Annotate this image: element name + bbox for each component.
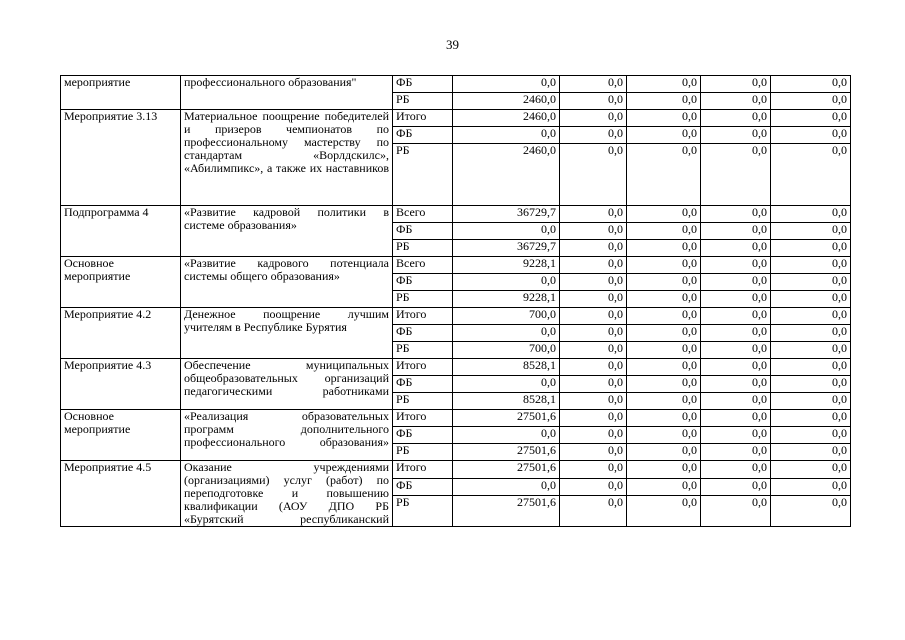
amount-cell: 0,0 bbox=[560, 93, 627, 110]
budget-table bbox=[60, 75, 851, 527]
program-item-name: Мероприятие 3.13 bbox=[61, 110, 181, 206]
amount-cell: 0,0 bbox=[771, 444, 851, 461]
amount-cell: 0,0 bbox=[627, 342, 701, 359]
amount-cell: 0,0 bbox=[560, 427, 627, 444]
table-row bbox=[61, 110, 851, 127]
amount-cell: 0,0 bbox=[771, 478, 851, 496]
table-row bbox=[61, 359, 851, 376]
amount-cell: 0,0 bbox=[627, 240, 701, 257]
table-row bbox=[61, 410, 851, 427]
program-item-description: Оказание учреждениями (организациями) услуг (работ) по переподготовке и повышению квалификации (АОУ ДПО РБ «Бурятский республиканский bbox=[181, 461, 393, 527]
amount-cell: 0,0 bbox=[771, 410, 851, 427]
amount-cell: 0,0 bbox=[627, 127, 701, 144]
amount-cell: 0,0 bbox=[701, 393, 771, 410]
amount-cell: 9228,1 bbox=[453, 291, 560, 308]
amount-cell: 0,0 bbox=[560, 308, 627, 325]
funding-source: ФБ bbox=[393, 127, 453, 144]
funding-source: РБ bbox=[393, 342, 453, 359]
amount-cell: 0,0 bbox=[453, 76, 560, 93]
table-row bbox=[61, 461, 851, 479]
amount-cell: 27501,6 bbox=[453, 461, 560, 479]
amount-cell: 0,0 bbox=[560, 274, 627, 291]
amount-cell: 0,0 bbox=[701, 478, 771, 496]
amount-cell: 0,0 bbox=[560, 127, 627, 144]
amount-cell: 0,0 bbox=[560, 76, 627, 93]
amount-cell: 2460,0 bbox=[453, 144, 560, 206]
amount-cell: 27501,6 bbox=[453, 410, 560, 427]
amount-cell: 0,0 bbox=[560, 206, 627, 223]
funding-source: Итого bbox=[393, 410, 453, 427]
amount-cell: 0,0 bbox=[701, 274, 771, 291]
amount-cell: 0,0 bbox=[771, 127, 851, 144]
amount-cell: 0,0 bbox=[560, 444, 627, 461]
amount-cell: 0,0 bbox=[771, 291, 851, 308]
program-item-name: Подпрограмма 4 bbox=[61, 206, 181, 257]
amount-cell: 2460,0 bbox=[453, 93, 560, 110]
funding-source: Всего bbox=[393, 206, 453, 223]
amount-cell: 0,0 bbox=[771, 359, 851, 376]
program-item-description: «Реализация образовательных программ дополнительного профессионального образования» bbox=[181, 410, 393, 461]
funding-source: ФБ bbox=[393, 76, 453, 93]
amount-cell: 0,0 bbox=[771, 257, 851, 274]
amount-cell: 0,0 bbox=[560, 223, 627, 240]
table-row bbox=[61, 76, 851, 93]
amount-cell: 0,0 bbox=[701, 110, 771, 127]
table-row bbox=[61, 206, 851, 223]
funding-source: РБ bbox=[393, 93, 453, 110]
amount-cell: 0,0 bbox=[560, 240, 627, 257]
amount-cell: 0,0 bbox=[701, 427, 771, 444]
amount-cell: 0,0 bbox=[560, 291, 627, 308]
funding-source: РБ bbox=[393, 144, 453, 206]
amount-cell: 0,0 bbox=[627, 274, 701, 291]
amount-cell: 0,0 bbox=[771, 223, 851, 240]
amount-cell: 0,0 bbox=[627, 444, 701, 461]
amount-cell: 0,0 bbox=[627, 93, 701, 110]
funding-source: ФБ bbox=[393, 325, 453, 342]
amount-cell: 0,0 bbox=[453, 478, 560, 496]
amount-cell: 0,0 bbox=[771, 461, 851, 479]
amount-cell: 700,0 bbox=[453, 342, 560, 359]
amount-cell: 0,0 bbox=[560, 410, 627, 427]
amount-cell: 2460,0 bbox=[453, 110, 560, 127]
amount-cell: 0,0 bbox=[627, 325, 701, 342]
amount-cell: 0,0 bbox=[701, 359, 771, 376]
amount-cell: 0,0 bbox=[701, 206, 771, 223]
amount-cell: 0,0 bbox=[771, 76, 851, 93]
amount-cell: 0,0 bbox=[627, 308, 701, 325]
amount-cell: 0,0 bbox=[771, 308, 851, 325]
amount-cell: 0,0 bbox=[701, 144, 771, 206]
amount-cell: 0,0 bbox=[701, 308, 771, 325]
amount-cell: 36729,7 bbox=[453, 240, 560, 257]
funding-source: ФБ bbox=[393, 427, 453, 444]
amount-cell: 0,0 bbox=[560, 393, 627, 410]
amount-cell: 0,0 bbox=[627, 359, 701, 376]
amount-cell: 0,0 bbox=[560, 325, 627, 342]
program-item-description: «Развитие кадрового потенциала системы общего образования» bbox=[181, 257, 393, 308]
program-item-description: Денежное поощрение лучшим учителям в Республике Бурятия bbox=[181, 308, 393, 359]
amount-cell: 0,0 bbox=[701, 461, 771, 479]
amount-cell: 0,0 bbox=[627, 144, 701, 206]
amount-cell: 0,0 bbox=[701, 223, 771, 240]
amount-cell: 0,0 bbox=[771, 393, 851, 410]
amount-cell: 0,0 bbox=[560, 342, 627, 359]
amount-cell: 0,0 bbox=[627, 76, 701, 93]
amount-cell: 0,0 bbox=[627, 291, 701, 308]
amount-cell: 0,0 bbox=[771, 342, 851, 359]
funding-source: РБ bbox=[393, 393, 453, 410]
amount-cell: 0,0 bbox=[701, 257, 771, 274]
funding-source: Итого bbox=[393, 308, 453, 325]
amount-cell: 36729,7 bbox=[453, 206, 560, 223]
funding-source: Итого bbox=[393, 359, 453, 376]
amount-cell: 0,0 bbox=[771, 496, 851, 527]
amount-cell: 0,0 bbox=[701, 240, 771, 257]
amount-cell: 700,0 bbox=[453, 308, 560, 325]
amount-cell: 27501,6 bbox=[453, 444, 560, 461]
amount-cell: 0,0 bbox=[771, 240, 851, 257]
table-row bbox=[61, 257, 851, 274]
program-item-description: профессионального образования" bbox=[181, 76, 393, 110]
amount-cell: 0,0 bbox=[771, 144, 851, 206]
amount-cell: 0,0 bbox=[560, 376, 627, 393]
amount-cell: 27501,6 bbox=[453, 496, 560, 527]
amount-cell: 0,0 bbox=[453, 376, 560, 393]
funding-source: ФБ bbox=[393, 478, 453, 496]
amount-cell: 0,0 bbox=[627, 393, 701, 410]
program-item-description: Обеспечение муниципальных общеобразовательных организаций педагогическими работниками bbox=[181, 359, 393, 410]
amount-cell: 0,0 bbox=[701, 127, 771, 144]
funding-source: ФБ bbox=[393, 376, 453, 393]
amount-cell: 0,0 bbox=[701, 444, 771, 461]
amount-cell: 0,0 bbox=[701, 76, 771, 93]
funding-source: Итого bbox=[393, 461, 453, 479]
funding-source: РБ bbox=[393, 291, 453, 308]
amount-cell: 0,0 bbox=[627, 427, 701, 444]
amount-cell: 0,0 bbox=[560, 144, 627, 206]
amount-cell: 0,0 bbox=[453, 427, 560, 444]
amount-cell: 0,0 bbox=[627, 206, 701, 223]
amount-cell: 0,0 bbox=[701, 93, 771, 110]
funding-source: РБ bbox=[393, 240, 453, 257]
table-row bbox=[61, 308, 851, 325]
amount-cell: 0,0 bbox=[701, 325, 771, 342]
amount-cell: 9228,1 bbox=[453, 257, 560, 274]
budget-table-body bbox=[61, 76, 851, 527]
amount-cell: 0,0 bbox=[627, 223, 701, 240]
amount-cell: 0,0 bbox=[771, 274, 851, 291]
amount-cell: 0,0 bbox=[771, 110, 851, 127]
amount-cell: 0,0 bbox=[627, 376, 701, 393]
amount-cell: 0,0 bbox=[453, 274, 560, 291]
amount-cell: 8528,1 bbox=[453, 359, 560, 376]
program-item-name: Мероприятие 4.3 bbox=[61, 359, 181, 410]
amount-cell: 0,0 bbox=[771, 93, 851, 110]
amount-cell: 0,0 bbox=[627, 410, 701, 427]
funding-source: Итого bbox=[393, 110, 453, 127]
amount-cell: 0,0 bbox=[771, 376, 851, 393]
amount-cell: 0,0 bbox=[627, 496, 701, 527]
amount-cell: 0,0 bbox=[560, 461, 627, 479]
page-number: 39 bbox=[446, 37, 459, 52]
amount-cell: 0,0 bbox=[453, 223, 560, 240]
program-item-name: Основное мероприятие bbox=[61, 410, 181, 461]
amount-cell: 0,0 bbox=[627, 110, 701, 127]
funding-source: РБ bbox=[393, 496, 453, 527]
amount-cell: 0,0 bbox=[701, 291, 771, 308]
amount-cell: 0,0 bbox=[560, 110, 627, 127]
amount-cell: 0,0 bbox=[771, 206, 851, 223]
program-item-name: Основное мероприятие bbox=[61, 257, 181, 308]
program-item-description: Материальное поощрение победителей и призеров чемпионатов по профессиональному мастерству по стандартам «Ворлдскилс», «Абилимпикс», а также их наставников bbox=[181, 110, 393, 206]
program-item-description: «Развитие кадровой политики в системе образования» bbox=[181, 206, 393, 257]
amount-cell: 0,0 bbox=[560, 478, 627, 496]
amount-cell: 0,0 bbox=[771, 427, 851, 444]
amount-cell: 0,0 bbox=[701, 342, 771, 359]
funding-source: ФБ bbox=[393, 274, 453, 291]
amount-cell: 0,0 bbox=[701, 376, 771, 393]
amount-cell: 0,0 bbox=[627, 257, 701, 274]
amount-cell: 0,0 bbox=[627, 461, 701, 479]
program-item-name: Мероприятие 4.2 bbox=[61, 308, 181, 359]
funding-source: Всего bbox=[393, 257, 453, 274]
amount-cell: 0,0 bbox=[560, 257, 627, 274]
funding-source: ФБ bbox=[393, 223, 453, 240]
funding-source: РБ bbox=[393, 444, 453, 461]
amount-cell: 0,0 bbox=[560, 496, 627, 527]
amount-cell: 0,0 bbox=[701, 496, 771, 527]
amount-cell: 0,0 bbox=[701, 410, 771, 427]
amount-cell: 0,0 bbox=[627, 478, 701, 496]
amount-cell: 0,0 bbox=[771, 325, 851, 342]
amount-cell: 8528,1 bbox=[453, 393, 560, 410]
amount-cell: 0,0 bbox=[453, 325, 560, 342]
program-item-name: мероприятие bbox=[61, 76, 181, 110]
amount-cell: 0,0 bbox=[560, 359, 627, 376]
amount-cell: 0,0 bbox=[453, 127, 560, 144]
program-item-name: Мероприятие 4.5 bbox=[61, 461, 181, 527]
